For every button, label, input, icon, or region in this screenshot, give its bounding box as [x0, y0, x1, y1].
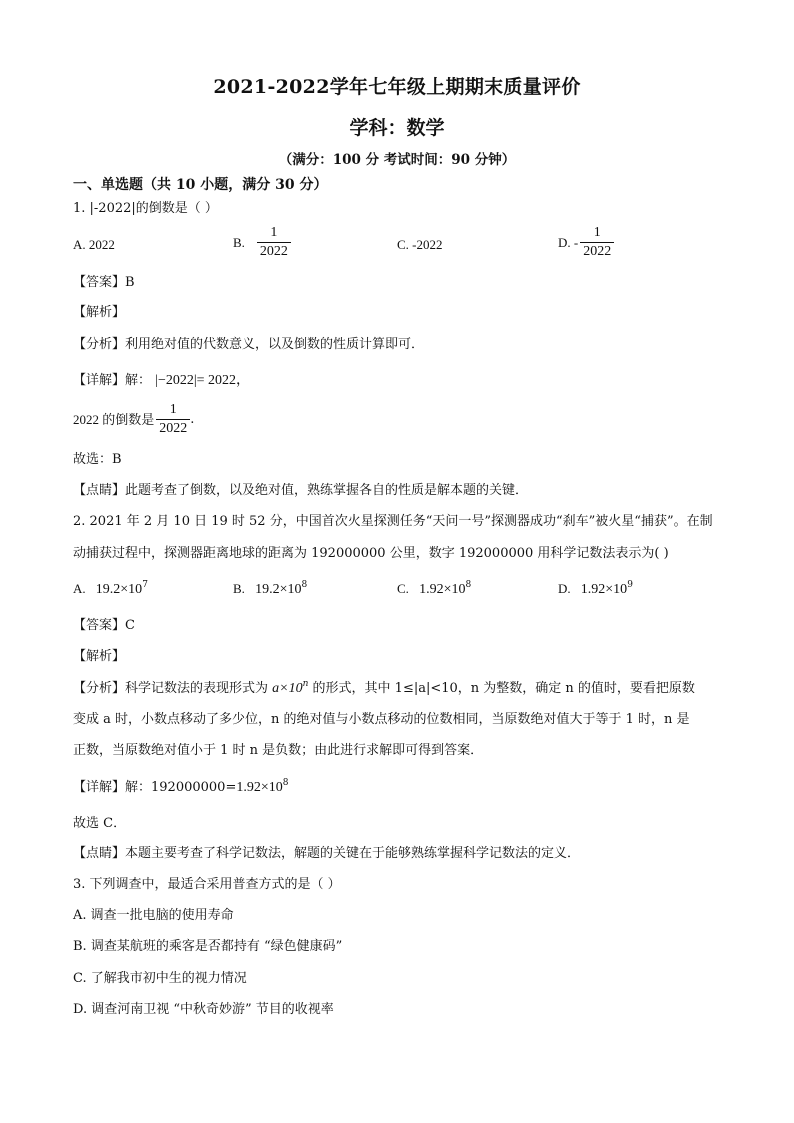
- q1-detail-math: |−2022|= 2022，: [155, 373, 251, 388]
- q2-option-a-base: 19.2×10: [95, 582, 143, 597]
- q2-analysis-line1: [73, 680, 695, 698]
- q3-option-c: C. 了解我市初中生的视力情况: [73, 971, 247, 986]
- q2-analysis-prefix: 【分析】科学记数法的表现形式为: [73, 681, 269, 696]
- q1-reciprocal-fraction: [156, 403, 190, 436]
- q2-detail-exponent: 8: [282, 778, 289, 788]
- q1-choice: 故选：B: [73, 452, 122, 467]
- q2-option-a: [73, 580, 148, 599]
- q3-option-d: D. 调查河南卫视 “中秋奇妙游” 节目的收视率: [73, 1002, 334, 1017]
- q2-option-d-exponent: 9: [627, 580, 633, 590]
- q2-stem-line2: 动捕获过程中，探测器距离地球的距离为 192000000 公里，数字 192000000 用科学记数法表示为( ): [73, 546, 669, 561]
- q2-choice: 故选 C．: [73, 816, 127, 831]
- q2-option-c: [397, 580, 471, 599]
- q2-option-c-label: C.: [397, 581, 409, 596]
- q1-option-d-numerator: 1: [593, 225, 601, 240]
- q1-comment: 【点睛】此题考查了倒数，以及绝对值，熟练掌握各自的性质是解本题的关键．: [73, 483, 529, 498]
- q1-reciprocal-end: .: [190, 411, 195, 427]
- q2-analysis-rest: 的形式，其中 1≤|a|<10，n 为整数，确定 n 的值时，要看把原数: [308, 681, 695, 696]
- q1-analysis: 【分析】利用绝对值的代数意义，以及倒数的性质计算即可．: [73, 337, 425, 352]
- q1-answer: 【答案】B: [73, 275, 135, 290]
- q2-detail-prefix: 【详解】解：192000000=: [73, 780, 237, 795]
- q2-option-b: [233, 580, 307, 599]
- q2-jiexi: 【解析】: [73, 649, 126, 664]
- q1-option-c: C. -2022: [397, 237, 443, 252]
- q1-option-b-numerator: 1: [270, 225, 278, 240]
- q1-option-d-denominator: 2022: [580, 242, 614, 259]
- q3-option-a: A. 调查一批电脑的使用寿命: [73, 908, 234, 923]
- q1-jiexi: 【解析】: [73, 305, 126, 320]
- q2-option-a-label: A.: [73, 581, 86, 596]
- section-heading: 一、单选题（共 10 小题，满分 30 分）: [73, 177, 328, 193]
- q1-detail-prefix: 【详解】解：: [73, 373, 152, 388]
- q2-option-c-exponent: 8: [465, 580, 472, 590]
- exam-title: 2021-2022学年七年级上期期末质量评价: [213, 76, 581, 98]
- q1-stem: 1. |-2022|的倒数是（ ）: [73, 201, 218, 216]
- q2-option-d: [558, 580, 633, 599]
- q2-stem-line1: 2. 2021 年 2 月 10 日 19 时 52 分，中国首次火星探测任务“天问一号”探测器成功“刹车”被火星“捕获”。在制: [73, 514, 713, 529]
- q2-option-d-base: 1.92×10: [580, 582, 628, 597]
- q2-analysis-line3: 正数，当原数绝对值小于 1 时 n 是负数；由此进行求解即可得到答案．: [73, 743, 484, 758]
- q2-option-b-exponent: 8: [301, 580, 308, 590]
- q1-reciprocal-prefix: 2022 的倒数是: [73, 411, 155, 427]
- q1-option-b-label: B.: [233, 234, 245, 250]
- q2-comment: 【点睛】本题主要考查了科学记数法，解题的关键在于能够熟练掌握科学记数法的定义．: [73, 846, 581, 861]
- q2-option-d-label: D.: [558, 581, 571, 596]
- q2-analysis-formula-exponent: n: [302, 679, 309, 689]
- q3-stem: 3. 下列调查中，最适合采用普查方式的是（ ）: [73, 877, 341, 892]
- q2-detail-base: 1.92×10: [236, 780, 283, 795]
- q2-analysis-line2: 变成 a 时，小数点移动了多少位，n 的绝对值与小数点移动的位数相同，当原数绝对值大于等于 1 时，n 是: [73, 712, 690, 727]
- exam-subject: 学科：数学: [349, 117, 445, 139]
- q2-option-c-base: 1.92×10: [419, 582, 466, 597]
- q1-reciprocal-numerator: 1: [169, 402, 177, 417]
- q1-detail: [73, 372, 250, 390]
- q2-option-b-label: B.: [233, 581, 245, 596]
- q1-option-d-fraction: [580, 226, 614, 259]
- exam-info: （满分：100 分 考试时间：90 分钟）: [278, 152, 516, 168]
- q1-option-d: [558, 226, 614, 259]
- q1-option-b-denominator: 2022: [257, 242, 291, 259]
- q1-reciprocal-line: [73, 403, 194, 436]
- q2-option-b-base: 19.2×10: [255, 582, 302, 597]
- q1-option-b-fraction: [257, 226, 291, 259]
- q1-option-a: A. 2022: [73, 237, 115, 252]
- q2-answer: 【答案】C: [73, 618, 135, 633]
- q1-reciprocal-denominator: 2022: [156, 419, 190, 436]
- q1-option-b: [233, 226, 291, 259]
- q3-option-b: B. 调查某航班的乘客是否都持有 “绿色健康码”: [73, 939, 343, 954]
- q2-analysis-formula: a×10: [272, 681, 303, 696]
- q1-option-d-label: D. -: [558, 234, 579, 250]
- q2-detail: [73, 779, 288, 797]
- q2-option-a-exponent: 7: [142, 580, 148, 590]
